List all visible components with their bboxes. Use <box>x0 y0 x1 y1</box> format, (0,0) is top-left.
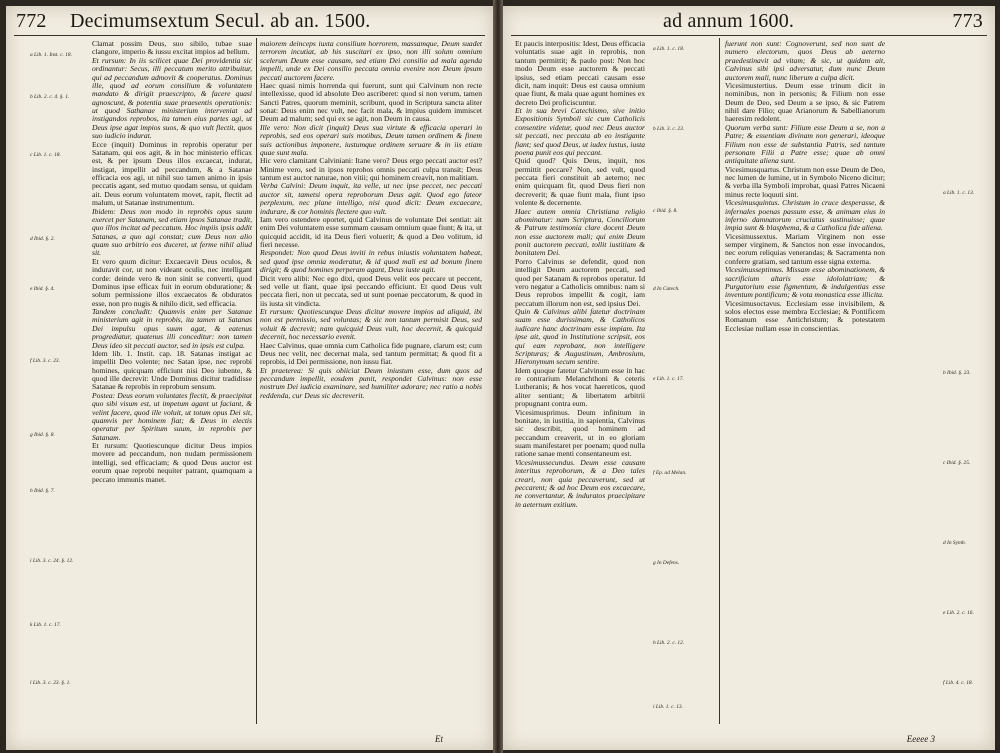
paragraph: Vicesimusquartus. Christum non esse Deum de Deo, nec lumen de lumine, ut in Symbolo Niceno dicitur; & verba illa Symboli improbat, quasi Patres Nicaeni minus recte loquuti sint. <box>725 164 885 199</box>
paragraph: Vicesimusprimus. Deum infinitum in bonitate, in iustitia, in sapientia, Calvinus sic describit, quod hominem ad peccandum creaverit, ut in eo gloriam suam manifestaret per poenam; quod nulla ratione sanae menti consentaneum est. <box>515 407 645 459</box>
margin-note: e Lib. 2. c. 16. <box>943 610 974 616</box>
paragraph: Clamat possim Deus, suo sibilo, tubae suae clangore, imperio & iussu excitat impios ad bellum. <box>92 40 252 57</box>
margin-note: a Lib. 1. c. 18. <box>653 46 685 52</box>
right-running-head <box>503 8 995 34</box>
right-signature-mark: Eeeee 3 <box>906 734 935 744</box>
paragraph: Iam vero ostendere oportet, quid Calvinus de voluntate Dei sentiat: ait enim Dei voluntatem esse summam causam omnium quae fiunt; & ita, ut quicquid accidit, id ita Deus fieri voluerit; & quod a Deo volitum, id fieri necesse. <box>260 214 482 249</box>
paragraph: Verba Calvini: Deum inquit, ita velle, ut nec ipse peccet, nec peccati auctor sit, tametsi opera reproborum Deus agit. Quod ego fateor perplexum, nec plane intelligo, nisi quod dicit: Deum excaecare, indurare, & cor hominis flectere quo vult. <box>260 181 482 216</box>
right-page <box>503 6 995 750</box>
paragraph: Porro Calvinus se defendit, quod non intelligit Deum auctorem peccati, sed quod per Satanam & reprobos operatur. Id vero negatur a Catholicis omnibus: nam si Deus reprobos impellit & cogit, iam peccatum illorum non est, sed ipsius Dei. <box>515 256 645 308</box>
margin-note: f Lib. 3. c. 23. <box>30 358 60 364</box>
paragraph: Ecce (inquit) Dominus in reprobis operatur per Satanam, qui eos agit, & in hoc ministerio efficax est, & per ipsum Deus illos excaecat, indurat, instigat, impellit ad peccandum, & a Satanae efficacia eos agi, ut nihil suo tamen animo in ipsis peccatis agant, sed mutuo quodam sensu, ut quidam ait. Deus eorum voluntatem movet, rapit, flectit ad malum, ut Satanae instrumentum. <box>92 139 252 208</box>
right-outer-margin-notes <box>943 40 989 728</box>
margin-note: d Ibid. §. 2. <box>30 236 55 242</box>
paragraph: Vicesimussextus. Mariam Virginem non esse semper virginem, & Sanctos non esse invocandos, nec eorum reliquias venerandas; & Sacramenta non conferre gratiam, sed tantum esse signa externa. <box>725 231 885 266</box>
paragraph: Postea: Deus eorum voluntates flectit, & praecipitat quo sibi visum est, ut impetum agant ut faciant, & velint facere, quod ille voluit, ut totum opus Dei sit, quamvis per hominem fiat; & Deus in electis operatur per Spiritum suum, in reprobis per Satanam. <box>92 390 252 442</box>
margin-note: h Ibid. §. 7. <box>30 488 55 494</box>
paragraph: Tandem concludit: Quamvis enim per Satanae ministerium agit in reprobis, ita tamen ut Satanas Dei impulsu opus suum agat, & eatenus progrediatur, quatenus illi conceditur: non tamen Deus ideo sit peccati auctor, sed in ipsis est culpa. <box>92 307 252 350</box>
margin-note: c Lib. 1. c. 18. <box>30 152 61 158</box>
paragraph: Haec quasi nimis horrenda qui fuerunt, sunt qui Calvinum non recte intellexisse, quod id absolute Deo ascriberet: quod si non verum, tamen Sancti Patres, quorum meminit, scribunt, quod in Scriptura sancta aliter sonat: Deus enim nec vult, nec facit mala, & impius quidem immiscet Deum ad malum; sed qui ex se agit, non Deum in causa. <box>260 80 482 124</box>
paragraph: Et in sua brevi Catechismo, sive initio Expositionis Symboli sic cum Catholicis consentire videtur, quod nec Deus auctor sit peccati, nec peccata ab eo instigante fiant; sed quod Deus, ut iudex iustus, iusta poena punit eos qui peccant. <box>515 106 645 157</box>
left-column-divider <box>256 38 257 724</box>
right-page-number: 773 <box>952 10 983 32</box>
paragraph: Quorum verba sunt: Filium esse Deum a se, non a Patre; & essentiam divinam non generari, ideoque Filium non esse de substantia Patris, sed tantum personam Filii a Patre esse; quae ab omni antiquitate aliena sunt. <box>725 122 885 166</box>
paragraph: Quin & Calvinus alibi fatetur doctrinam suam esse durissimam, & Catholicos iudicare hanc doctrinam esse impiam. Ita ipse ait, quod in Institutione scripsit, eos qui eam reprobant, non intelligere Scripturas; & Augustinum, Ambrosium, Hieronymum secum sentire. <box>515 307 645 367</box>
left-column-2 <box>260 40 482 728</box>
right-inner-margin-notes <box>653 40 715 728</box>
left-running-title: Decimumsextum Secul. ab an. 1500. <box>70 10 371 32</box>
margin-note: a Lib. 1. c. 13. <box>943 190 975 196</box>
margin-note: h Lib. 2. c. 12. <box>653 640 685 646</box>
margin-note: i Lib. 3. c. 24. §. 12. <box>30 558 74 564</box>
paragraph: Vicesimusquintus. Christum in cruce desperasse, & infernales poenas passum esse, & animam eius in inferno damnatorum cruciatus sustinuisse; quae impia sunt & blasphema, & a Catholica fide aliena. <box>725 198 885 233</box>
paragraph: Quid quod? Quis Deus, inquit, nos permittit peccare? Non, sed vult, quod peccata fieri constituit ab aeterno; nec enim quicquam fit, quod Deus fieri non decreverit; & quae fiunt mala, fiunt ipso volente & decernente. <box>515 156 645 208</box>
margin-note: c Ibid. §. 8. <box>653 208 678 214</box>
left-running-head <box>6 8 493 34</box>
margin-note: i Lib. 1. c. 13. <box>653 704 683 710</box>
paragraph: Vicesimusseptimus. Missam esse abominationem, & sacrificium altaris esse idololatriam; & Purgatorium esse figmentum, & indulgentias esse inventum pontificum; & vota monastica esse illicita. <box>725 265 885 300</box>
margin-note: c Ibid. §. 25. <box>943 460 971 466</box>
paragraph: Et rursum: In iis scilicet quae Dei providentia sic ordinantur: Secus, illi peccatum merito attribuitur, qui ad peccandum admovit & cooperatus. Dominus ille, quod ad eorum consilium & voluntatem mandato & dirigit praescripto, & facere quasi agnoscunt, & potentia suae praesentis operationis: ut quod Sathanae ministerium interveniat ad instigandos reprobos, ita tamen eius partes agi, ut Deus ipse agat impios suos, & quo vult flectit, quos suo iudicio indurat. <box>92 55 252 141</box>
margin-note: f Lib. 4. c. 18. <box>943 680 973 686</box>
paragraph: Et vero quum dicitur: Excaecavit Deus oculos, & induravit cor, ut non videant oculis, nec intelligant corde: deinde vero & non sinit se converti, quod Dominus ipse efficax fuit in eorum obduratione; & solum permissione illos excaecatos & obduratos esse, non pro nugis & nihilo dicit, sed efficacia. <box>92 256 252 308</box>
paragraph: Haec Calvinus, quae omnia cum Catholica fide pugnare, clarum est; cum Deus nec velit, nec decernat mala, sed tantum permittat; & quod fit a reprobis, id Dei permissione, non iussu fiat. <box>260 340 482 367</box>
margin-note: a Lib. 1. Inst. c. 18. <box>30 52 72 58</box>
left-margin-notes <box>30 40 78 728</box>
margin-note: b Ibid. §. 23. <box>943 370 971 376</box>
paragraph: Ille vero: Non dicit (inquit) Deus sua virtute & efficacia operari in reprobis, sed eos operari suis motibus, Deum tamen ordinem & finem suis actionibus imponere, iustumque ordinem seruare & in iis etiam quae sunt mala. <box>260 122 482 157</box>
left-header-rule <box>14 35 485 36</box>
margin-note: f Ep. ad Melan. <box>653 470 687 476</box>
paragraph: Haec autem omnia Christiana religio abominatur: nam Scriptura, Conciliorum & Patrum testimonia clare docent Deum non esse auctorem mali; qui enim Deum ponit auctorem peccati, tollit iustitiam & bonitatem Dei. <box>515 206 645 258</box>
margin-note: l Lib. 3. c. 23. §. 1. <box>30 680 71 686</box>
paragraph: Idem quoque fatetur Calvinum esse in hac re contrarium Melanchthoni & ceteris Lutheranis; & hos vocat haereticos, quod aliter sentiant; & libertatem arbitrii propugnant contra eum. <box>515 365 645 409</box>
margin-note: b Lib. 2. c. 4. §. 1. <box>30 94 70 100</box>
paragraph: Idem lib. 1. Instit. cap. 18. Satanas instigat ac impellit Deo volente; nec Satan ipse, nec reprobi homines, quicquam efficiunt nisi Deo iubente, & quod ille decrevit: Unde Dominus dicitur tradidisse Satanae & reprobis in reprobum sensum. <box>92 348 252 392</box>
left-page <box>6 6 493 750</box>
margin-note: d In Catech. <box>653 286 680 292</box>
margin-note: g Ibid. §. 8. <box>30 432 55 438</box>
paragraph: Et rursum: Quotiescunque Deus dicitur movere impios ad aliquid, ibi non est permissio, sed voluntas; & sic non tantum permisit Deus, sed voluit & decrevit; nam quicquid Deus vult, hoc decernit, & quicquid decernit, hoc necessario evenit. <box>260 307 482 342</box>
right-running-title: ad annum 1600. <box>663 10 795 32</box>
paragraph: Hic vero clamitant Calviniani: Itane vero? Deus ergo peccati auctor est? Minime vero, sed in ipsos reprobos omnis peccati culpa transit; Deus tantum est auctor naturae, non vitii; qui hominem creavit, non malitiam. <box>260 156 482 182</box>
paragraph: Respondet: Non quod Deus inviti in rebus iniustis voluntatem habeat, sed quod ipse omnia moderatur, & id quod mali est ad bonum finem dirigit; & quod homines perperam agant, Deus iuste agit. <box>260 248 482 275</box>
paragraph: maiorem deinceps iuxta consilium horrorem, massamque, Deum suadet terrorem incutiat, ab his suscitari ex ipso, non illi solum omnium scelerum Deum esse causam, sed etiam Dei consilio ad mala agenda impelli, unde ex Dei consilio peccata omnia evenire non Deum ipsum peccati auctorem facere. <box>260 40 482 82</box>
left-column-1 <box>92 40 252 728</box>
paragraph: Vicesimustertius. Deum esse trinum dicit in nominibus, non in personis; & Filium non esse Deum de Deo, sed Deum a se ipso, & sic Patrem nihil dare Filio; quae Arianorum & Sabellianorum haeresim redolent. <box>725 80 885 124</box>
paragraph: Et paucis interpositis: Idest, Deus efficacia voluntatis suae agit in reprobis, non tantum permittit; & paulo post: Non hoc modo Deum esse auctorem & peccati ipsius, sed etiam peccati causam esse dicit, nam inquit: Deus est causa omnium quae fiunt, & mala quae agunt homines ex decreto Dei proficiscuntur. <box>515 40 645 107</box>
margin-note: e Ibid. §. 4. <box>30 286 55 292</box>
left-page-number: 772 <box>16 10 47 32</box>
margin-note: k Lib. 1. c. 17. <box>30 622 61 628</box>
paragraph: Ibidem: Deus non modo in reprobis opus suum exercet per Satanam, sed etiam ipsos Satanae tradit, quo illos incitat ad peccatum. Hoc impiis ipsis addit Satanas, a quo agi constat; cum Deus non alio quam suo arbitrio eos duceret, ut ferme nihil aliud sit. <box>92 206 252 258</box>
paragraph: Vicesimussecundus. Deum esse causam interitus reproborum, & a Deo tales creari, non quia peccaverunt, sed ut peccarent; & ad hoc Deum eos excaecare, ne convertantur, & induratos praecipitare in aeternum exitium. <box>515 457 645 509</box>
paragraph: fuerunt non sunt: Cognoverunt, sed non sunt de numero electorum, quos Deus ab aeterno praedestinavit ad vitam; & sic, ut quidam ait, Calvinus sibi ipsi adversatur, dum nunc Deum auctorem mali, nunc liberum a culpa dicit. <box>725 40 885 82</box>
right-header-rule <box>511 35 987 36</box>
right-column-divider <box>719 38 720 724</box>
book-gutter <box>493 0 503 753</box>
margin-note: b Lib. 3. c. 23. <box>653 126 685 132</box>
paragraph: Vicesimusoctavus. Ecclesiam esse invisibilem, & solos electos esse membra Ecclesiae; & Pontificem Romanum esse Antichristum; & potestatem Ecclesiae nullam esse in conscientias. <box>725 298 885 333</box>
margin-note: g In Defens. <box>653 560 680 566</box>
margin-note: e Lib. 1. c. 17. <box>653 376 684 382</box>
right-column-1 <box>515 40 645 728</box>
right-column-2 <box>725 40 885 728</box>
paragraph: Dicit vero alibi: Nec ego dixi, quod Deus velit eos peccare ut peccent, sed velle ut fiant, quae ipsi peccando efficiunt. Et quod Deus vult peccata fieri, non ut peccata, sed ut sunt poenae peccatorum, & quod in iis iusta sit vindicta. <box>260 273 482 308</box>
margin-note: d In Symb. <box>943 540 966 546</box>
paragraph: Et rursum: Quotiescunque dicitur Deus impios movere ad peccandum, non nudam permissionem intelligi, sed efficaciam; & quod Deus auctor est eorum quae reprobi nequiter patrant, quamquam a peccato immunis manet. <box>92 441 252 484</box>
left-catchword: Et <box>435 734 443 744</box>
paragraph: Et praeterea: Si quis obiiciat Deum iniustum esse, dum quos ad peccandum impellit, eosdem punit, respondet Calvinus: non esse nostrum Dei iudicia examinare, sed humiliter adorare; nec ratio a nobis reddenda, cur Deus sic decreverit. <box>260 365 482 400</box>
